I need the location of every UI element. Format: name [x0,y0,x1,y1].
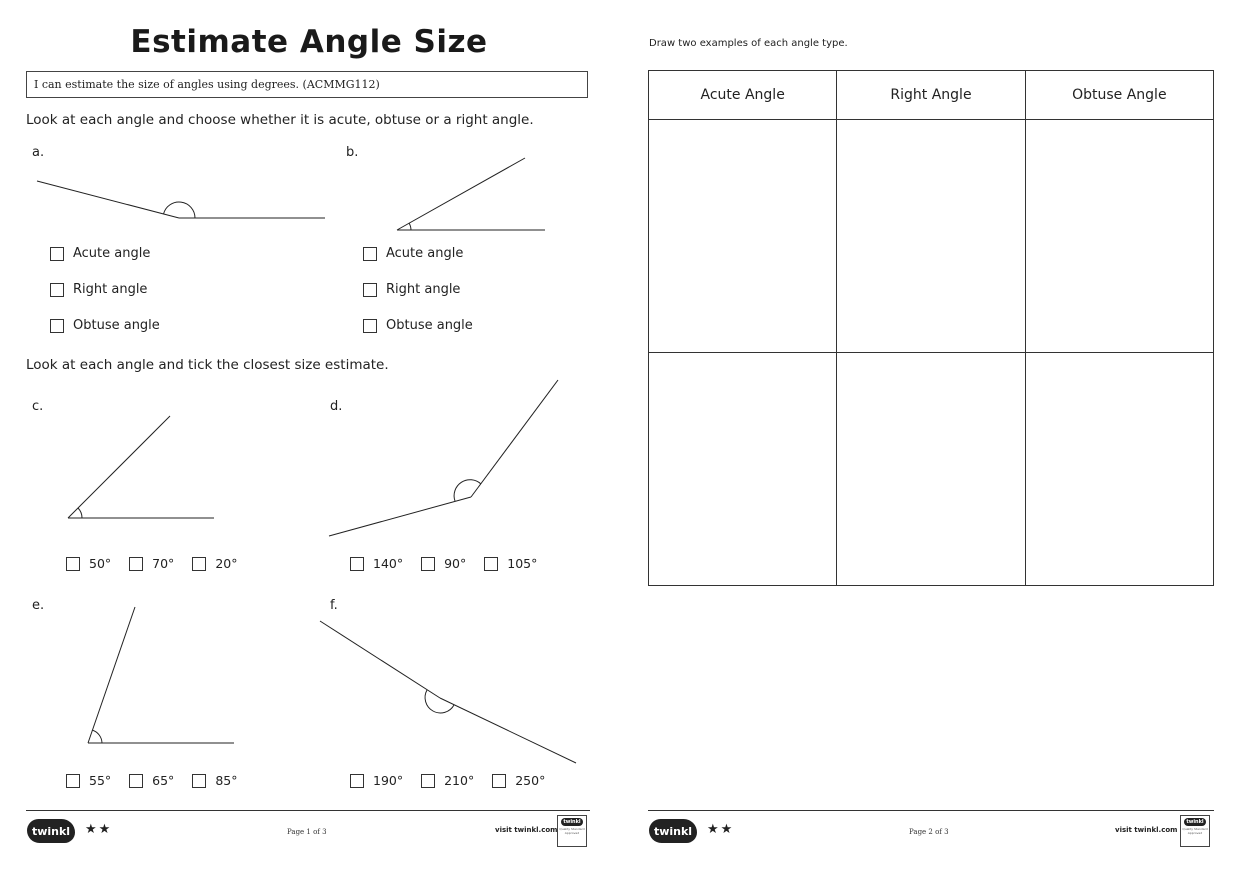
estimate-option[interactable]: 55° [66,773,111,788]
angle-a-diagram [37,181,325,218]
estimate-option[interactable]: 20° [192,556,237,571]
question-e-estimates [66,773,255,788]
learning-objective: I can estimate the size of angles using degrees. (ACMMG112) [26,71,588,98]
checkbox[interactable] [484,557,498,571]
badge-text: Quality Standard Approved [1182,827,1208,835]
instruction-classify: Look at each angle and choose whether it is acute, obtuse or a right angle. [26,112,534,128]
question-d-label: d. [330,399,343,414]
checkbox[interactable] [129,774,143,788]
option-b-obtuse[interactable]: Obtuse angle [363,318,473,333]
column-header-right: Right Angle [837,71,1025,120]
table-row [649,353,1214,586]
question-f-estimates [350,773,563,788]
checkbox[interactable] [363,319,377,333]
checkbox[interactable] [363,247,377,261]
checkbox[interactable] [66,774,80,788]
estimate-option[interactable]: 210° [421,773,474,788]
question-e-label: e. [32,598,45,613]
estimate-option[interactable]: 90° [421,556,466,571]
estimate-option[interactable]: 105° [484,556,537,571]
twinkl-logo: twinkl [27,819,75,843]
checkbox[interactable] [50,319,64,333]
angle-e-diagram [88,607,234,743]
estimate-option[interactable]: 65° [129,773,174,788]
drawing-cell[interactable] [649,353,837,586]
footer-divider [648,810,1214,811]
checkbox[interactable] [421,557,435,571]
quality-badge [557,815,587,847]
estimate-option[interactable]: 70° [129,556,174,571]
badge-brand: twinkl [563,819,581,825]
estimate-option[interactable]: 190° [350,773,403,788]
option-a-obtuse[interactable]: Obtuse angle [50,318,160,333]
page-number: Page 1 of 3 [287,828,327,836]
angle-b-diagram [397,158,545,230]
visit-link[interactable]: visit twinkl.com [495,826,558,834]
checkbox[interactable] [50,247,64,261]
angle-d-diagram [329,380,558,536]
footer-divider [26,810,590,811]
column-header-acute: Acute Angle [649,71,837,120]
instruction-estimate: Look at each angle and tick the closest size estimate. [26,357,389,373]
question-c-estimates [66,556,255,571]
page-number: Page 2 of 3 [909,828,949,836]
difficulty-stars: ★★ [707,822,735,837]
checkbox[interactable] [421,774,435,788]
question-f-label: f. [330,598,338,613]
drawing-cell[interactable] [1025,120,1213,353]
drawing-cell[interactable] [1025,353,1213,586]
checkbox[interactable] [192,557,206,571]
drawing-table [648,70,1214,586]
option-b-acute[interactable]: Acute angle [363,246,463,261]
checkbox[interactable] [66,557,80,571]
estimate-option[interactable]: 250° [492,773,545,788]
instruction-draw: Draw two examples of each angle type. [649,38,848,49]
column-header-obtuse: Obtuse Angle [1025,71,1213,120]
checkbox[interactable] [50,283,64,297]
option-b-right[interactable]: Right angle [363,282,460,297]
drawing-cell[interactable] [837,353,1025,586]
checkbox[interactable] [492,774,506,788]
badge-text: Quality Standard Approved [559,827,585,835]
drawing-cell[interactable] [649,120,837,353]
worksheet-page-2 [618,0,1236,870]
checkbox[interactable] [363,283,377,297]
option-a-right[interactable]: Right angle [50,282,147,297]
question-b-label: b. [346,145,359,160]
question-a-label: a. [32,145,45,160]
table-row [649,120,1214,353]
checkbox[interactable] [129,557,143,571]
option-a-acute[interactable]: Acute angle [50,246,150,261]
badge-brand: twinkl [1186,819,1204,825]
twinkl-logo: twinkl [649,819,697,843]
angle-f-diagram [320,621,576,763]
estimate-option[interactable]: 140° [350,556,403,571]
page-title: Estimate Angle Size [130,24,488,60]
checkbox[interactable] [350,774,364,788]
visit-link[interactable]: visit twinkl.com [1115,826,1178,834]
checkbox[interactable] [192,774,206,788]
difficulty-stars: ★★ [85,822,113,837]
question-d-estimates [350,556,555,571]
estimate-option[interactable]: 50° [66,556,111,571]
estimate-option[interactable]: 85° [192,773,237,788]
drawing-cell[interactable] [837,120,1025,353]
quality-badge [1180,815,1210,847]
angle-c-diagram [68,416,214,518]
question-c-label: c. [32,399,44,414]
checkbox[interactable] [350,557,364,571]
